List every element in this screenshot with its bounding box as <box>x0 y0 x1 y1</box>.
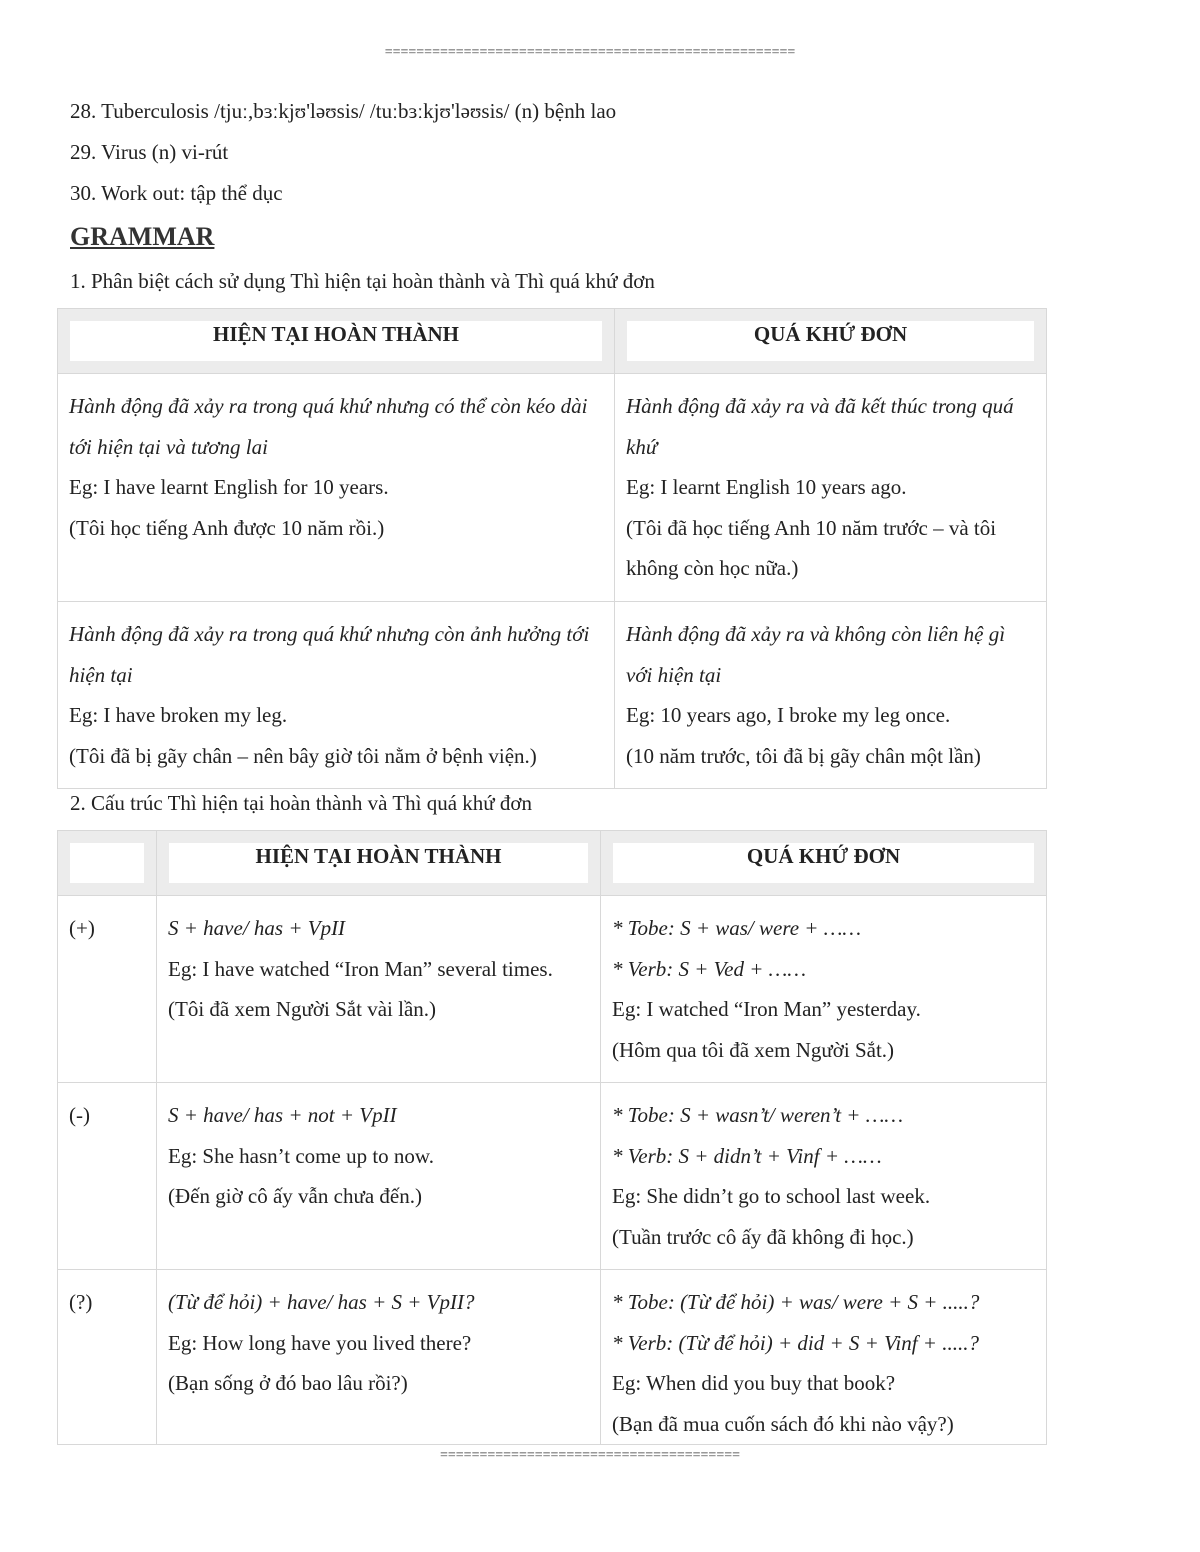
vocab-item-29: 29. Virus (n) vi-rút <box>70 140 229 164</box>
example-translation: (Tôi đã xem Người Sắt vài lần.) <box>168 997 437 1022</box>
structure-formula: * Tobe: (Từ để hỏi) + was/ were + S + .....? <box>612 1290 980 1314</box>
structure-formula: * Verb: (Từ để hỏi) + did + S + Vinf + .....? <box>612 1330 979 1355</box>
table-cell <box>157 896 601 1083</box>
example-translation: (Tôi đã học tiếng Anh 10 năm trước – và tôi không còn học nữa.) <box>626 515 997 581</box>
structure-formula: * Verb: S + didn’t + Vinf + …… <box>612 1143 882 1168</box>
example-translation: (Tuần trước cô ấy đã không đi học.) <box>612 1224 914 1249</box>
table-cell <box>601 1083 1047 1270</box>
separator-top: ==================================================== <box>384 45 796 60</box>
table-cell <box>58 1083 157 1270</box>
separator-bottom: ====================================== <box>439 1448 741 1463</box>
usage-description: Hành động đã xảy ra và đã kết thúc trong quá khứ <box>626 394 1014 459</box>
table-cell <box>58 602 615 789</box>
example-sentence: Eg: I have watched “Iron Man” several times. <box>168 956 553 981</box>
example-sentence: Eg: She hasn’t come up to now. <box>168 1143 434 1168</box>
header-past-simple: QUÁ KHỨ ĐƠN <box>601 831 1047 896</box>
vocab-item-30: 30. Work out: tập thể dục <box>70 181 283 205</box>
structure-formula: * Tobe: S + wasn’t/ weren’t + …… <box>612 1103 904 1127</box>
structure-formula: (Từ để hỏi) + have/ has + S + VpII? <box>168 1290 475 1314</box>
table-cell <box>157 1083 601 1270</box>
structure-formula: * Verb: S + Ved + …… <box>612 956 806 981</box>
grammar-heading: GRAMMAR <box>70 222 215 251</box>
example-sentence: Eg: I learnt English 10 years ago. <box>626 475 907 500</box>
table-row <box>58 896 1047 1083</box>
usage-description: Hành động đã xảy ra và không còn liên hệ gì với hiện tại <box>626 622 1006 687</box>
example-translation: (Hôm qua tôi đã xem Người Sắt.) <box>612 1037 895 1062</box>
example-sentence: Eg: 10 years ago, I broke my leg once. <box>626 703 951 728</box>
example-sentence: Eg: I watched “Iron Man” yesterday. <box>612 997 921 1022</box>
table-cell <box>601 896 1047 1083</box>
table-cell <box>601 1270 1047 1445</box>
example-translation: (Đến giờ cô ấy vẫn chưa đến.) <box>168 1184 422 1209</box>
example-sentence: Eg: I have learnt English for 10 years. <box>69 475 389 500</box>
usage-description: Hành động đã xảy ra trong quá khứ nhưng còn ảnh hưởng tới hiện tại <box>69 622 590 687</box>
table-row <box>58 374 1047 602</box>
table-row <box>58 1270 1047 1445</box>
example-translation: (10 năm trước, tôi đã bị gãy chân một lần) <box>626 743 981 768</box>
form-label: (-) <box>69 1103 90 1127</box>
example-sentence: Eg: When did you buy that book? <box>612 1371 896 1396</box>
example-sentence: Eg: She didn’t go to school last week. <box>612 1184 931 1209</box>
structure-table <box>57 830 1047 1445</box>
table-cell <box>58 1270 157 1445</box>
table-cell <box>157 1270 601 1445</box>
form-label: (?) <box>69 1290 93 1314</box>
table-cell <box>58 896 157 1083</box>
header-past-simple: QUÁ KHỨ ĐƠN <box>615 309 1047 374</box>
example-translation: (Bạn sống ở đó bao lâu rồi?) <box>168 1371 408 1396</box>
table-cell <box>615 374 1047 602</box>
usage-comparison-table <box>57 308 1047 789</box>
section-1-title: 1. Phân biệt cách sử dụng Thì hiện tại hoàn thành và Thì quá khứ đơn <box>70 269 655 293</box>
structure-formula: S + have/ has + not + VpII <box>168 1103 397 1127</box>
structure-formula: S + have/ has + VpII <box>168 916 346 940</box>
form-label: (+) <box>69 916 95 940</box>
table-cell <box>615 602 1047 789</box>
header-empty <box>58 831 157 896</box>
table-row <box>58 602 1047 789</box>
header-present-perfect: HIỆN TẠI HOÀN THÀNH <box>157 831 601 896</box>
header-present-perfect: HIỆN TẠI HOÀN THÀNH <box>58 309 615 374</box>
example-translation: (Tôi học tiếng Anh được 10 năm rồi.) <box>69 515 385 540</box>
vocab-item-28: 28. Tuberculosis /tjuː,bɜːkjʊ'ləʊsis/ /tuːbɜːkjʊ'ləʊsis/ (n) bệnh lao <box>70 99 617 123</box>
example-sentence: Eg: How long have you lived there? <box>168 1330 472 1355</box>
example-sentence: Eg: I have broken my leg. <box>69 703 288 728</box>
structure-formula: * Tobe: S + was/ were + …… <box>612 916 862 940</box>
example-translation: (Bạn đã mua cuốn sách đó khi nào vậy?) <box>612 1411 954 1436</box>
example-translation: (Tôi đã bị gãy chân – nên bây giờ tôi nằm ở bệnh viện.) <box>69 743 537 768</box>
table-row <box>58 1083 1047 1270</box>
section-2-title: 2. Cấu trúc Thì hiện tại hoàn thành và Thì quá khứ đơn <box>70 791 533 815</box>
table-cell <box>58 374 615 602</box>
table-header-row <box>58 831 1047 896</box>
usage-description: Hành động đã xảy ra trong quá khứ nhưng có thể còn kéo dài tới hiện tại và tương lai <box>69 394 588 459</box>
table-header-row <box>58 309 1047 374</box>
